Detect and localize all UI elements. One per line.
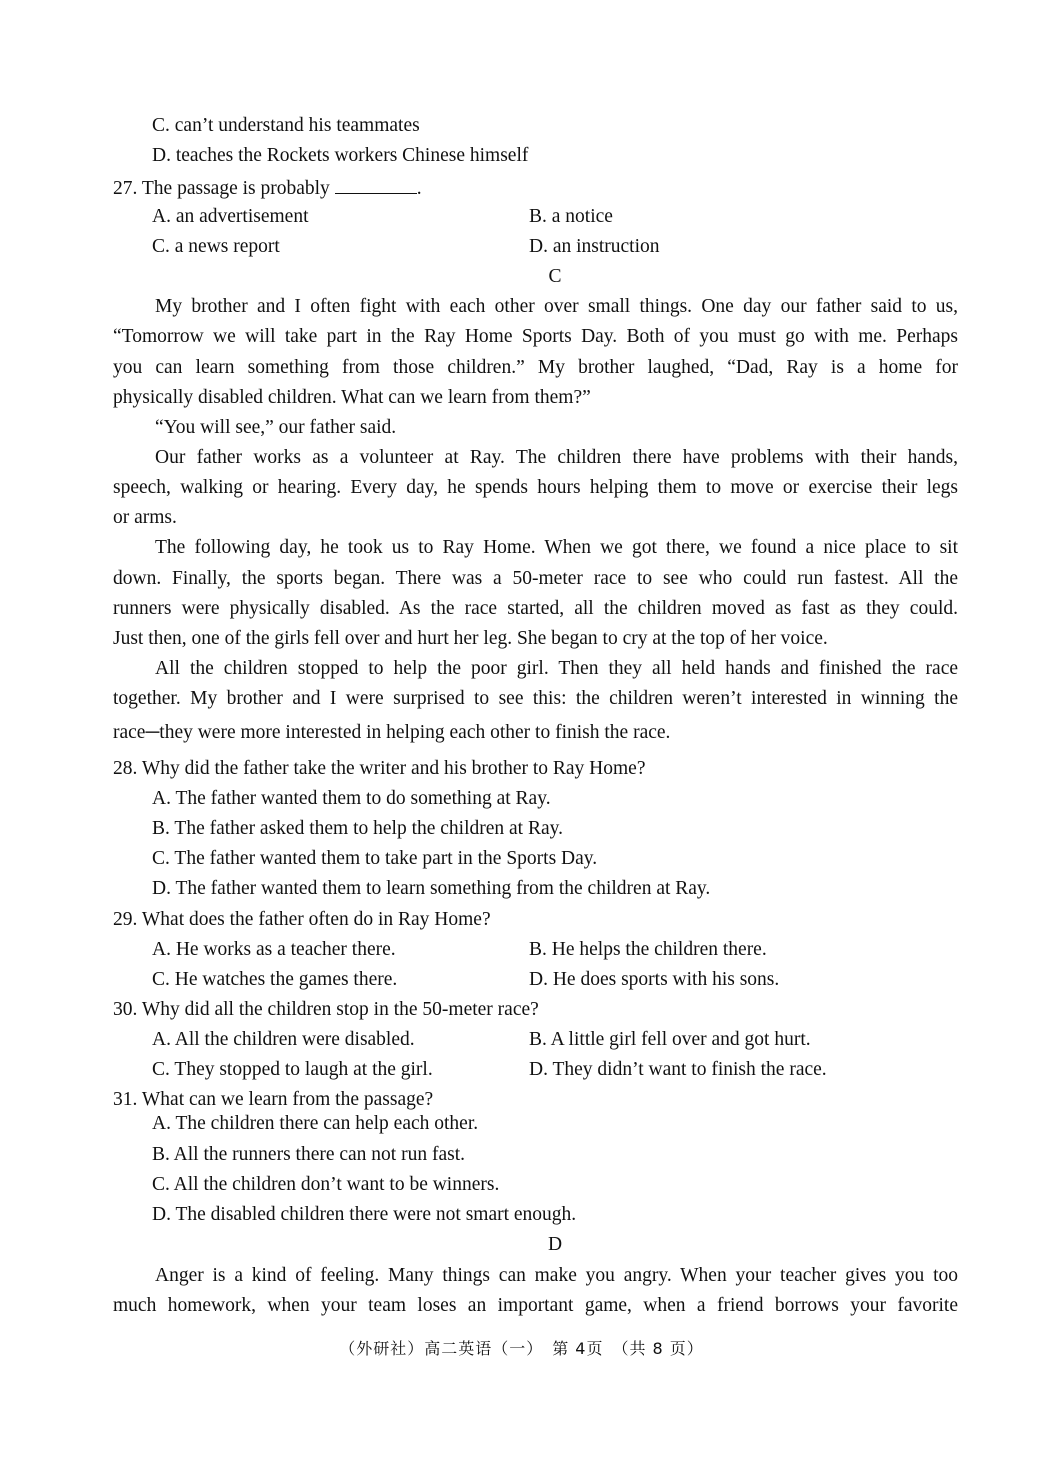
q28-option-a: A. The father wanted them to do something at Ray. xyxy=(152,788,551,809)
q29-option-b: B. He helps the children there. xyxy=(529,939,767,960)
q30-option-b: B. A little girl fell over and got hurt. xyxy=(529,1029,811,1050)
section-c-line: “You will see,” our father said. xyxy=(155,417,397,438)
section-d-line: much homework, when your team loses an important game, when a friend borrows your favorite xyxy=(113,1295,958,1316)
q26-option-c: C. can’t understand his teammates xyxy=(152,115,420,136)
section-c-line: My brother and I often fight with each other over small things. One day our father said to us, xyxy=(155,296,958,317)
q27-stem xyxy=(113,175,422,200)
q30-option-a: A. All the children were disabled. xyxy=(152,1029,415,1050)
answer-blank xyxy=(335,175,417,194)
q29-stem: 29. What does the father often do in Ray Home? xyxy=(113,909,491,930)
section-c-line: down. Finally, the sports began. There was a 50-meter race to see who could run fastest. All the xyxy=(113,568,958,589)
q27-stem-end: . xyxy=(416,178,422,199)
q29-option-a: A. He works as a teacher there. xyxy=(152,939,396,960)
section-c-line: speech, walking or hearing. Every day, he spends hours helping them to move or exercise their legs xyxy=(113,477,958,498)
q29-option-d: D. He does sports with his sons. xyxy=(529,969,780,990)
q26-option-d: D. teaches the Rockets workers Chinese himself xyxy=(152,145,529,166)
section-c-line: race─they were more interested in helping each other to finish the race. xyxy=(113,722,671,743)
section-d-line: Anger is a kind of feeling. Many things can make you angry. When your teacher gives you too xyxy=(155,1265,958,1286)
section-c-line: you can learn something from those children.” My brother laughed, “Dad, Ray is a home for xyxy=(113,357,958,378)
section-c-line: “Tomorrow we will take part in the Ray Home Sports Day. Both of you must go with me. Perhaps xyxy=(113,326,958,347)
q31-option-a: A. The children there can help each other. xyxy=(152,1113,479,1134)
section-d-heading: D xyxy=(547,1234,563,1255)
section-c-line: runners were physically disabled. As the race started, all the children moved as fast as they could. xyxy=(113,598,958,619)
section-c-heading: C xyxy=(548,266,562,287)
q28-stem: 28. Why did the father take the writer and his brother to Ray Home? xyxy=(113,758,646,779)
q29-option-c: C. He watches the games there. xyxy=(152,969,398,990)
q27-option-c: C. a news report xyxy=(152,236,280,257)
q27-option-b: B. a notice xyxy=(529,206,613,227)
section-c-line: or arms. xyxy=(113,507,177,528)
section-c-line: The following day, he took us to Ray Home. When we got there, we found a nice place to sit xyxy=(155,537,958,558)
q31-stem: 31. What can we learn from the passage? xyxy=(113,1089,434,1110)
q30-stem: 30. Why did all the children stop in the 50-meter race? xyxy=(113,999,539,1020)
q28-option-c: C. The father wanted them to take part in the Sports Day. xyxy=(152,848,598,869)
section-c-line: together. My brother and I were surprised to see this: the children weren’t interested in winning the xyxy=(113,688,958,709)
q31-option-b: B. All the runners there can not run fast. xyxy=(152,1144,465,1165)
q31-option-c: C. All the children don’t want to be winners. xyxy=(152,1174,500,1195)
q28-option-d: D. The father wanted them to learn something from the children at Ray. xyxy=(152,878,711,899)
section-c-line: Just then, one of the girls fell over and hurt her leg. She began to cry at the top of her voice. xyxy=(113,628,828,649)
q30-option-d: D. They didn’t want to finish the race. xyxy=(529,1059,827,1080)
q27-option-d: D. an instruction xyxy=(529,236,660,257)
q30-option-c: C. They stopped to laugh at the girl. xyxy=(152,1059,433,1080)
section-c-line: All the children stopped to help the poor girl. Then they all held hands and finished the race xyxy=(155,658,958,679)
section-c-line: physically disabled children. What can we learn from them?” xyxy=(113,387,591,408)
q31-option-d: D. The disabled children there were not smart enough. xyxy=(152,1204,577,1225)
q27-option-a: A. an advertisement xyxy=(152,206,309,227)
q27-stem-text: 27. The passage is probably xyxy=(113,178,335,199)
page-footer: （外研社）高二英语（一） 第 4页 （共 8 页） xyxy=(339,1339,704,1358)
q28-option-b: B. The father asked them to help the children at Ray. xyxy=(152,818,563,839)
section-c-line: Our father works as a volunteer at Ray. The children there have problems with their hands, xyxy=(155,447,958,468)
